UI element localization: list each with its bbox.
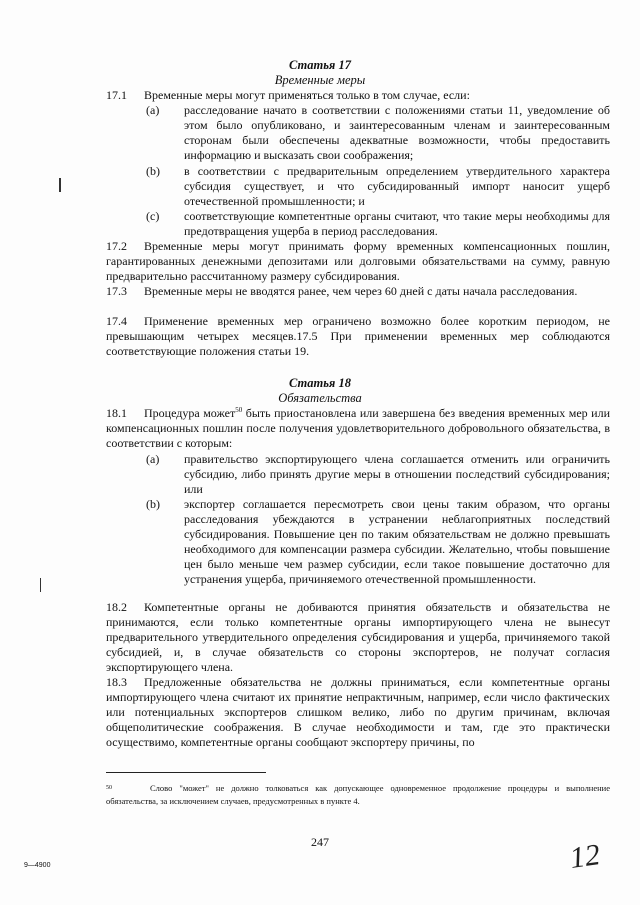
item-text: правительство экспортирующего члена соглашается отменить или ограничить субсидию, либо принять другие меры в отношении последствий субсидирования; или (184, 452, 610, 496)
paragraph-number: 18.2 (106, 600, 127, 614)
paragraph-17-1 (106, 88, 610, 103)
footnote (106, 782, 610, 808)
paragraph-text: Временные меры могут принимать форму временных компенсационных пошлин, гарантированных денежными депозитами или долговыми обязательствами на сумму, равную предварительно рассчитанному размеру субсидирования. (106, 239, 610, 283)
paragraph-number: 17.4 (106, 314, 127, 328)
paragraph-text: Временные меры могут применяться только в том случае, если: (144, 88, 470, 102)
scan-margin-mark (40, 578, 41, 592)
paragraph-number: 17.2 (106, 239, 127, 253)
paragraph-17-2 (106, 239, 610, 284)
article-18-subtitle: Обязательства (278, 391, 362, 405)
paragraph-number: 18.1 (106, 406, 127, 420)
handwritten-mark: 12 (567, 838, 603, 875)
scan-margin-mark (59, 178, 61, 192)
paragraph-text: Компетентные органы не добиваются принятия обязательств и обязательства не принимаются, если только компетентные органы импортирующего члена не вынесут предварительного утвердительного определения субсидирования и ущерба, причиняемого такой субсидией, и, в случае обязательств со стороны экспортеров, не получат согласия экспортирующего члена. (106, 600, 610, 674)
paragraph-text: Временные меры не вводятся ранее, чем через 60 дней с даты начала расследования. (144, 284, 578, 298)
item-text: соответствующие компетентные органы считают, что такие меры необходимы для предотвращения ущерба в период расследования. (184, 209, 610, 238)
item-label: (a) (146, 103, 160, 117)
page-number: 247 (311, 835, 329, 849)
item-text: расследование начато в соответствии с положениями статьи 11, уведомление об этом было опубликовано, и заинтересованным членам и заинтересованным сторонам были обеспечены адекватные возможности, чтобы предоставить информацию и высказать свои соображения; (184, 103, 610, 162)
paragraph-number: 17.1 (106, 88, 127, 102)
article-17-title: Статья 17 (289, 58, 351, 72)
article-18-title: Статья 18 (289, 376, 351, 390)
paragraph-18-1 (106, 406, 610, 451)
paragraph-18-2 (106, 600, 610, 675)
paragraph-number: 18.3 (106, 675, 127, 689)
item-label: (b) (146, 497, 160, 511)
footnote-text: Слово "может" не должно толковаться как допускающее одновременное продолжение процедуры и выполнение обязательства, за исключением случаев, предусмотренных в пункте 4. (106, 783, 610, 806)
paragraph-text-start: Процедура может (144, 406, 236, 420)
paragraph-text-rest: быть приостановлена или завершена без введения временных мер или компенсационных пошлин после получения удовлетворительного добровольного обязательства, в соответствии с которым: (106, 406, 610, 450)
article-17-subtitle: Временные меры (274, 73, 366, 87)
paragraph-17-4 (106, 314, 610, 359)
footnote-separator (106, 772, 266, 773)
item-text: экспортер соглашается пересмотреть свои цены таким образом, что органы расследования убеждаются в устранении неблагоприятных последствий субсидирования. Повышение цен по таким обязательствам не должно превышать необходимого для компенсации размера субсидии. Желательно, чтобы повышение цен было меньше чем размер субсидии, если такое повышение достаточно для устранения ущерба, причиняемого отечественной промышленности. (184, 497, 610, 586)
item-label: (b) (146, 164, 160, 178)
footnote-number: 50 (106, 785, 112, 791)
item-text: в соответствии с предварительным определением утвердительного характера субсидия существует, и что субсидированный импорт наносит ущерб отечественной промышленности; и (184, 164, 610, 208)
paragraph-number: 17.3 (106, 284, 127, 298)
paragraph-text: Предложенные обязательства не должны приниматься, если компетентные органы импортирующего члена считают их принятие непрактичным, например, если число фактических или потенциальных экспортеров слишком велико, либо по другим причинам, включая общеполитические соображения. В случае необходимости и там, где это практически осуществимо, компетентные органы сообщают экспортеру причины, по (106, 675, 610, 749)
print-stamp: 9—4900 (24, 862, 51, 869)
paragraph-17-3 (106, 284, 610, 299)
item-label: (a) (146, 452, 160, 466)
item-label: (c) (146, 209, 160, 223)
footnote-reference: 50 (235, 406, 243, 414)
paragraph-18-3 (106, 675, 610, 750)
paragraph-text: Применение временных мер ограничено возможно более коротким периодом, не превышающим четырех месяцев.17.5 При применении временных мер соблюдаются соответствующие положения статьи 19. (106, 314, 610, 358)
